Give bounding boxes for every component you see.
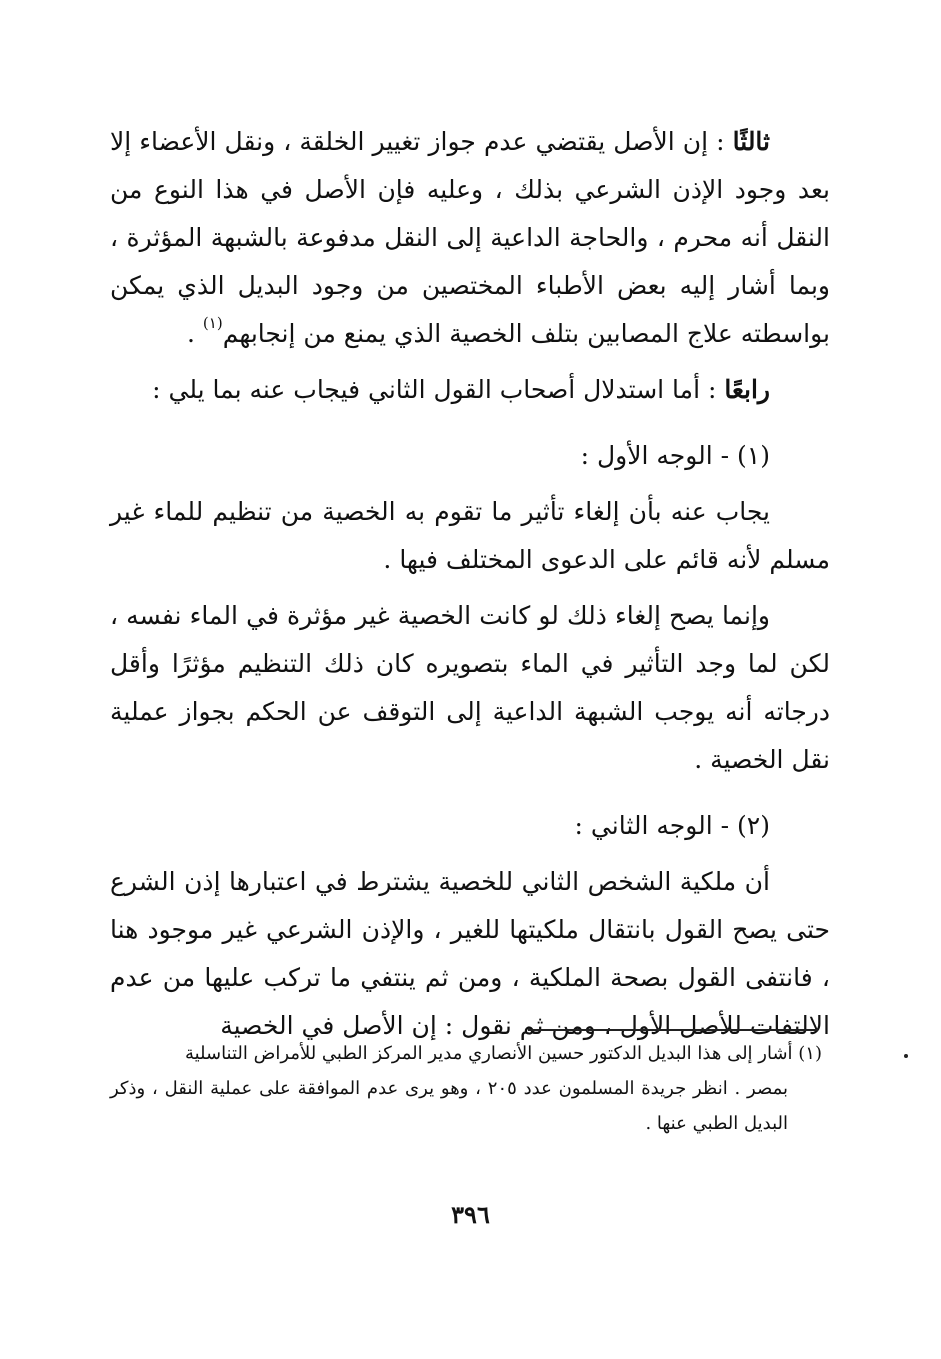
- footnote-divider: [528, 1029, 818, 1031]
- footnote: [110, 1036, 822, 1141]
- section-heading-second-aspect: (٢) - الوجه الثاني :: [574, 811, 770, 840]
- paragraph: أن ملكية الشخص الثاني للخصية يشترط في اعتبارها إذن الشرع حتى يصح القول بانتقال ملكيتها للغير ، والإذن الشرعي غير موجود هنا ، فانتفى القول بصحة الملكية ، ومن ثم ينتفي ما تركب عليها من عدم الالتفات للأصل الأول ، ومن ثم نقول : إن الأصل في الخصية: [110, 867, 830, 1040]
- margin-dot: [904, 1054, 908, 1058]
- paragraph: يجاب عنه بأن إلغاء تأثير ما تقوم به الخصية من تنظيم للماء غير مسلم لأنه قائم على الدعوى المختلف فيها .: [110, 497, 830, 574]
- paragraph-fourthly: [110, 366, 830, 414]
- footnote-continuation: بمصر . انظر جريدة المسلمون عدد ٢٠٥ ، وهو يرى عدم الموافقة على عملية النقل ، وذكر البديل الطبي عنها .: [110, 1078, 788, 1134]
- footnote-reference[interactable]: (١): [202, 314, 223, 332]
- paragraph-lead-fourthly: رابعًا: [724, 375, 770, 404]
- paragraph-text: : أما استدلال أصحاب القول الثاني فيجاب عنه بما يلي :: [152, 375, 717, 404]
- footnote-line: (١) أشار إلى هذا البديل الدكتور حسين الأنصاري مدير المركز الطبي للأمراض التناسلية: [184, 1043, 822, 1064]
- paragraph-end: .: [187, 319, 203, 348]
- paragraph-text: : إن الأصل يقتضي عدم جواز تغيير الخلقة ، ونقل الأعضاء إلا بعد وجود الإذن الشرعي بذلك ، وعليه فإن الأصل في هذا النوع من النقل أنه محرم ، والحاجة الداعية إلى النقل مدفوعة بالشبهة المؤثرة ، وبما أشار إليه بعض الأطباء المختصين من وجود البديل الذي يمكن بواسطته علاج المصابين بتلف الخصية الذي يمنع من إنجابهم: [110, 127, 830, 348]
- section-heading-first-aspect: (١) - الوجه الأول :: [580, 441, 770, 470]
- paragraph-thirdly: [110, 118, 830, 358]
- paragraph: وإنما يصح إلغاء ذلك لو كانت الخصية غير مؤثرة في الماء نفسه ، لكن لما وجد التأثير في الماء بتصويره كان ذلك التنظيم مؤثرًا وأقل درجاته أنه يوجب الشبهة الداعية إلى التوقف عن الحكم بجواز عملية نقل الخصية .: [110, 601, 830, 774]
- paragraph-lead-thirdly: ثالثًا: [732, 127, 771, 156]
- main-text: [110, 118, 830, 1058]
- page-number: ٣٩٦: [451, 1200, 490, 1229]
